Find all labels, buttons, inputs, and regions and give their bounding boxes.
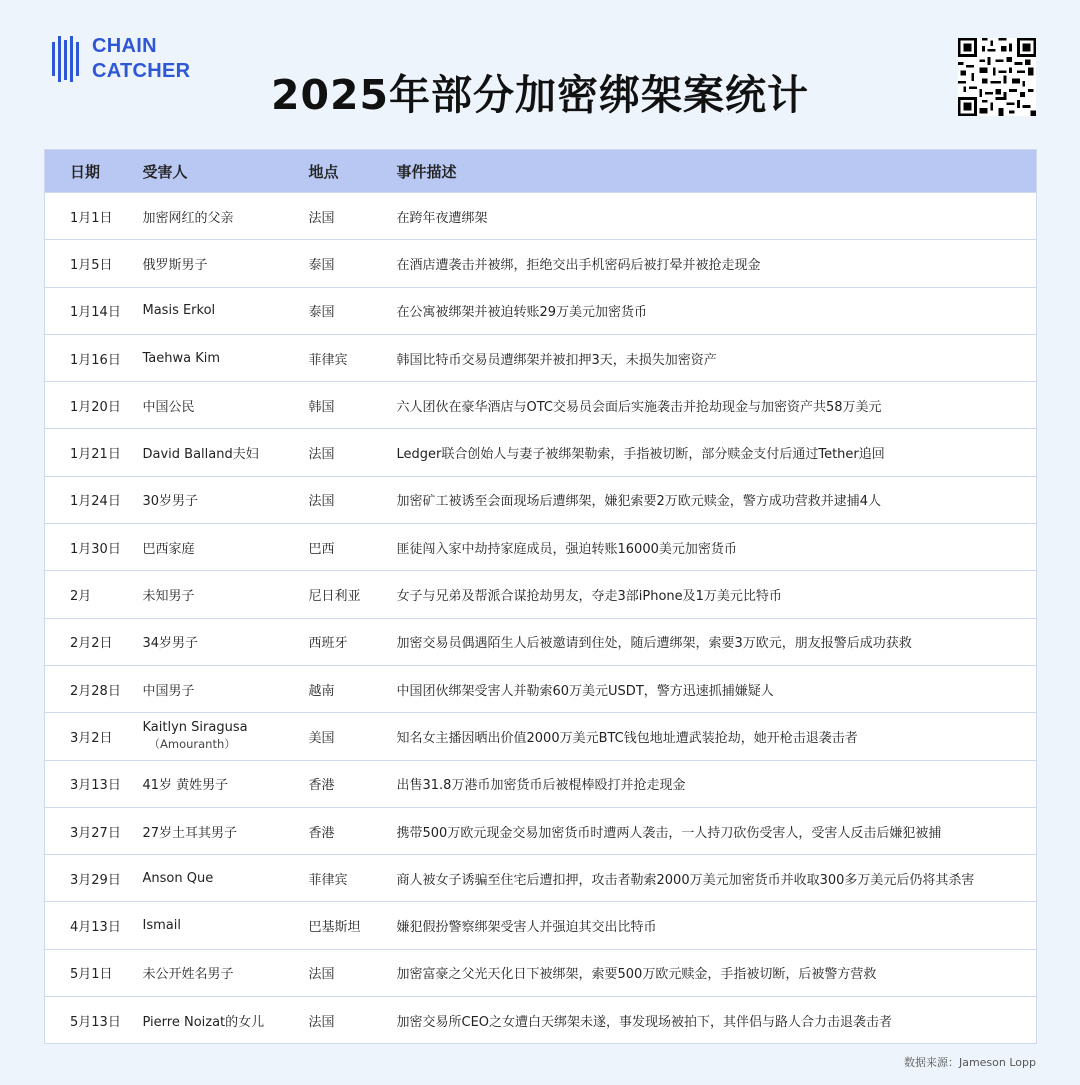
table-row [45,524,1037,571]
table-row [45,476,1037,523]
victim-name: 未知男子 [142,589,195,605]
cell-description: 知名女主播因晒出价值2000万美元BTC钱包地址遭武装抢劫，她开枪击退袭击者 [397,713,1037,760]
cell-location: 法国 [309,476,397,523]
cell-description: 商人被女子诱骗至住宅后遭扣押，攻击者勒索2000万美元加密货币并收取300多万美元后仍将其杀害 [397,855,1037,902]
victim-name: 41岁 黄姓男子 [142,778,229,794]
page-title: 2025年部分加密绑架案统计 [270,71,810,119]
logo-line1: CHAIN [92,35,157,57]
cell-date: 1月21日 [45,429,143,476]
header-victim: 受害人 [143,150,309,193]
cell-location: 法国 [309,429,397,476]
table-row [45,855,1037,902]
cell-location: 法国 [309,997,397,1044]
table-row [45,571,1037,618]
cell-date: 3月2日 [45,713,143,760]
cell-location: 泰国 [309,240,397,287]
table-row [45,240,1037,287]
victim-name: 加密网红的父亲 [142,210,234,226]
victim-name: 中国公民 [142,399,195,415]
table-row [45,949,1037,996]
cell-victim [143,949,309,996]
cell-date: 1月16日 [45,334,143,381]
victim-name: 巴西家庭 [142,541,195,557]
cell-victim [143,287,309,334]
cell-victim [143,240,309,287]
victim-name: 27岁土耳其男子 [142,825,238,841]
table-row [45,429,1037,476]
cell-date: 3月27日 [45,807,143,854]
cell-description: 女子与兄弟及帮派合谋抢劫男友，夺走3部iPhone及1万美元比特币 [397,571,1037,618]
header-location: 地点 [309,150,397,193]
victim-name: Taehwa Kim [142,350,221,366]
cell-location: 尼日利亚 [309,571,397,618]
cell-description: 六人团伙在豪华酒店与OTC交易员会面后实施袭击并抢劫现金与加密资产共58万美元 [397,382,1037,429]
cell-description: 加密富豪之父光天化日下被绑架，索要500万欧元赎金，手指被切断，后被警方营救 [397,949,1037,996]
cell-date: 2月 [45,571,143,618]
cell-date: 3月13日 [45,760,143,807]
table-row [45,760,1037,807]
cell-location: 巴基斯坦 [309,902,397,949]
cell-description: 携带500万欧元现金交易加密货币时遭两人袭击，一人持刀砍伤受害人，受害人反击后嫌犯被捕 [397,807,1037,854]
cell-location: 菲律宾 [309,855,397,902]
victim-name: Kaitlyn Siragusa [142,720,248,736]
qr-code-icon [958,38,1036,116]
incidents-table [44,149,1037,1044]
cell-location: 美国 [309,713,397,760]
table-row [45,334,1037,381]
cell-date: 1月5日 [45,240,143,287]
cell-victim [143,524,309,571]
header-description: 事件描述 [397,150,1037,193]
table-row [45,902,1037,949]
cell-victim [143,997,309,1044]
cell-victim [143,713,309,760]
victim-name: 中国男子 [142,683,195,699]
victim-name: David Balland夫妇 [142,447,259,463]
header-date: 日期 [45,150,143,193]
cell-date: 1月30日 [45,524,143,571]
table-row [45,807,1037,854]
table-row [45,618,1037,665]
victim-alias: （Amouranth） [148,737,236,752]
cell-description: 韩国比特币交易员遭绑架并被扣押3天，未损失加密资产 [397,334,1037,381]
cell-location: 法国 [309,193,397,240]
cell-date: 5月1日 [45,949,143,996]
cell-location: 香港 [309,760,397,807]
victim-name: Masis Erkol [142,303,216,319]
logo-line2: CATCHER [92,60,191,82]
victim-name: Ismail [142,918,181,934]
table-row [45,665,1037,712]
table-row [45,713,1037,760]
cell-location: 香港 [309,807,397,854]
cell-victim [143,334,309,381]
cell-description: 出售31.8万港币加密货币后被棍棒殴打并抢走现金 [397,760,1037,807]
cell-location: 巴西 [309,524,397,571]
table-header-row [45,150,1037,193]
cell-victim [143,429,309,476]
cell-date: 2月2日 [45,618,143,665]
cell-location: 法国 [309,949,397,996]
cell-description: Ledger联合创始人与妻子被绑架勒索，手指被切断，部分赎金支付后通过Tether追回 [397,429,1037,476]
cell-location: 越南 [309,665,397,712]
cell-victim [143,855,309,902]
cell-location: 菲律宾 [309,334,397,381]
table-row [45,997,1037,1044]
cell-description: 匪徒闯入家中劫持家庭成员，强迫转账16000美元加密货币 [397,524,1037,571]
cell-date: 1月1日 [45,193,143,240]
cell-description: 嫌犯假扮警察绑架受害人并强迫其交出比特币 [397,902,1037,949]
cell-description: 加密交易员偶遇陌生人后被邀请到住处，随后遭绑架，索要3万欧元，朋友报警后成功获救 [397,618,1037,665]
cell-victim [143,476,309,523]
victim-name: 30岁男子 [142,494,199,510]
victim-name: 俄罗斯男子 [142,257,208,273]
cell-victim [143,902,309,949]
cell-date: 5月13日 [45,997,143,1044]
victim-name: 未公开姓名男子 [142,967,234,983]
cell-description: 加密交易所CEO之女遭白天绑架未遂，事发现场被拍下，其伴侣与路人合力击退袭击者 [397,997,1037,1044]
data-source: 数据来源：Jameson Lopp [903,1056,1036,1069]
cell-victim [143,193,309,240]
cell-victim [143,807,309,854]
cell-location: 韩国 [309,382,397,429]
victim-name: Pierre Noizat的女儿 [142,1014,265,1030]
table-row [45,382,1037,429]
cell-victim [143,382,309,429]
cell-victim [143,665,309,712]
cell-location: 泰国 [309,287,397,334]
table-row [45,193,1037,240]
cell-description: 在酒店遭袭击并被绑，拒绝交出手机密码后被打晕并被抢走现金 [397,240,1037,287]
cell-victim [143,760,309,807]
cell-date: 1月20日 [45,382,143,429]
victim-name: Anson Que [142,870,214,886]
cell-date: 1月24日 [45,476,143,523]
cell-victim [143,618,309,665]
cell-date: 4月13日 [45,902,143,949]
cell-location: 西班牙 [309,618,397,665]
cell-description: 在跨年夜遭绑架 [397,193,1037,240]
cell-date: 2月28日 [45,665,143,712]
cell-date: 1月14日 [45,287,143,334]
victim-name: 34岁男子 [142,636,199,652]
cell-description: 在公寓被绑架并被迫转账29万美元加密货币 [397,287,1037,334]
cell-description: 中国团伙绑架受害人并勒索60万美元USDT，警方迅速抓捕嫌疑人 [397,665,1037,712]
table-row [45,287,1037,334]
cell-date: 3月29日 [45,855,143,902]
cell-victim [143,571,309,618]
cell-description: 加密矿工被诱至会面现场后遭绑架，嫌犯索要2万欧元赎金，警方成功营救并逮捕4人 [397,476,1037,523]
